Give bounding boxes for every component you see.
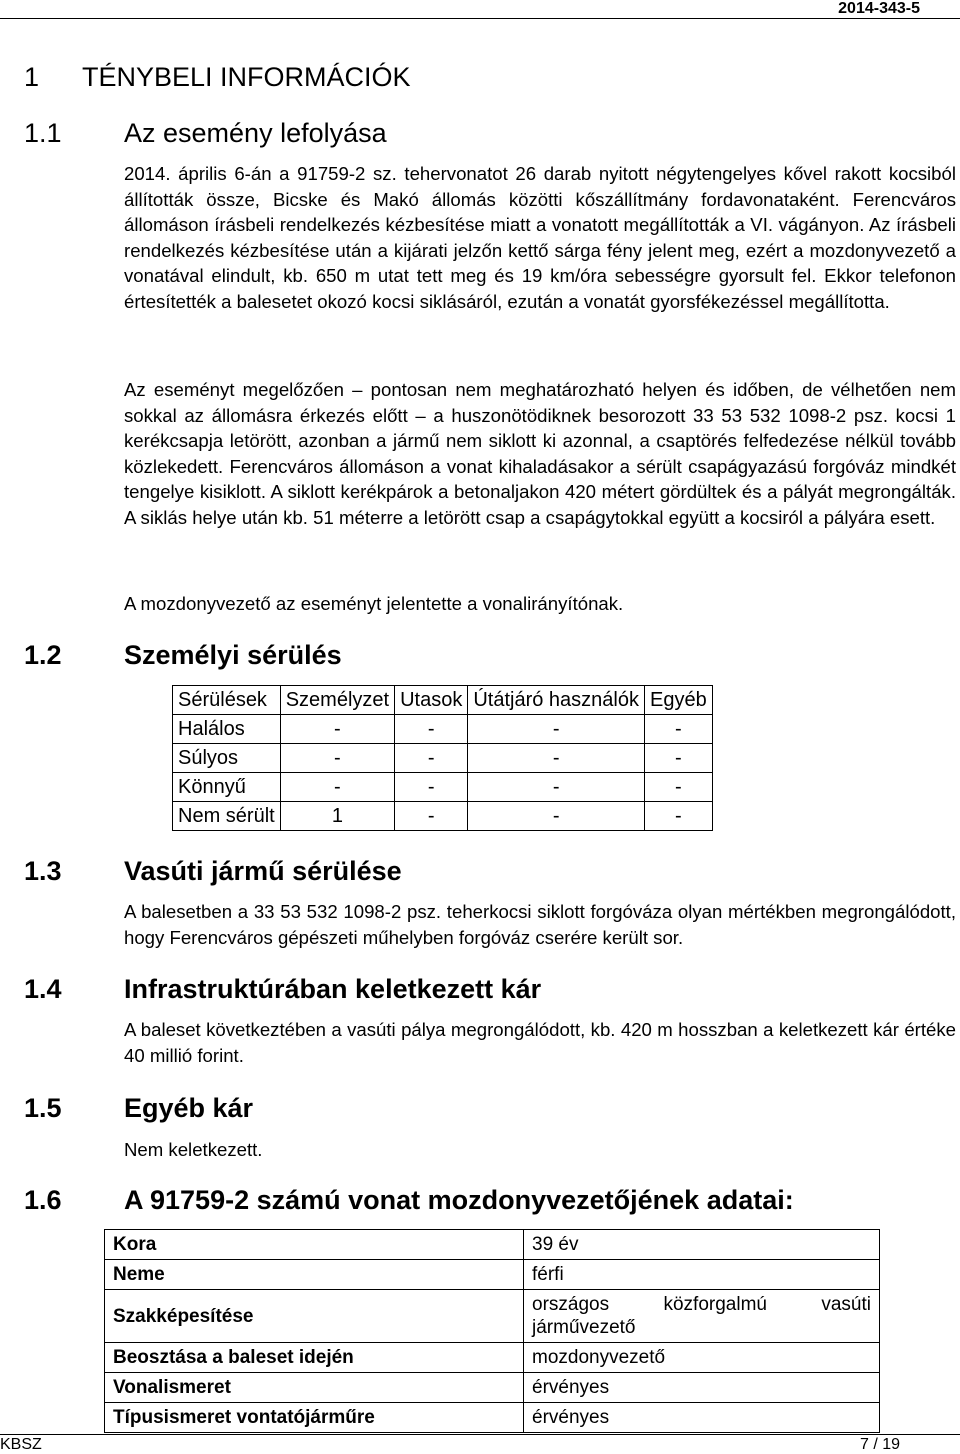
injury-header-cell: Személyzet	[280, 686, 394, 715]
injury-header-cell: Útátjáró használók	[468, 686, 645, 715]
section-1-4-title: Infrastruktúrában keletkezett kár	[124, 974, 542, 1004]
table-row	[105, 1343, 880, 1373]
table-row	[173, 715, 713, 744]
driver-field-label: Vonalismeret	[105, 1373, 524, 1403]
table-row	[173, 773, 713, 802]
driver-field-label: Neme	[105, 1260, 524, 1290]
table-row	[173, 802, 713, 831]
paragraph-1-1-a: 2014. április 6-án a 91759-2 sz. tehervonatot 26 darab nyitott négytengelyes kővel rakott kocsiból állították össze, Bicske és Makó állomás közötti kőszállítmány fordavonataként. Ferencváros állomáson írásbeli rendelkezés kézbesítése miatt a vonatott megállították a VI. vágányon. Az írásbeli rendelkezés kézbesítése után a kijárati jelzőn kettő sárga fény jelent meg, ezért a mozdonyvezető a vonatával elindult, kb. 650 m utat tett meg és 19 km/óra sebességre gyorsult fel. Ekkor telefonon értesítették a balesetet okozó kocsi siklásáról, ezután a vonatát gyorsfékezéssel megállította.	[124, 163, 956, 312]
paragraph-1-1-b: Az eseményt megelőzően – pontosan nem meghatározható helyen és időben, de vélhetően nem sokkal az állomásra érkezés előtt – a huszonötödiknek besorozott 33 53 532 1098-2 psz. kocsi 1 kerékcsapja letörött, azonban a jármű nem siklott ki azonnal, a csaptörés felfedezése nélkül tovább közlekedett. Ferencváros állomáson a vonat kihaladásakor a sérült csapágyazású forgóváz mindkét tengelye kisiklott. A siklott kerékpárok a betonaljakon 420 métert gördültek és a pályát megrongálták. A siklás helye után kb. 51 méterre a letörött csap a csapágytokkal együtt a kocsiról a pályára esett.	[124, 379, 956, 528]
section-1-2-heading	[24, 640, 342, 671]
driver-field-label: Szakképesítése	[105, 1290, 524, 1343]
table-row	[105, 1290, 880, 1343]
section-1-6-title: A 91759-2 számú vonat mozdonyvezetőjének adatai:	[124, 1185, 794, 1215]
driver-field-value: férfi	[524, 1260, 880, 1290]
driver-field-value: érvényes	[524, 1403, 880, 1433]
section-1-4-heading	[24, 974, 541, 1005]
injury-value-cell: -	[395, 715, 468, 744]
injury-type-cell: Könnyű	[173, 773, 281, 802]
injury-value-cell: -	[468, 773, 645, 802]
driver-field-value: érvényes	[524, 1373, 880, 1403]
injury-type-cell: Halálos	[173, 715, 281, 744]
section-1-4-number: 1.4	[24, 974, 62, 1004]
injury-type-cell: Súlyos	[173, 744, 281, 773]
footer-rule	[0, 1434, 960, 1435]
driver-field-label: Típusismeret vontatójárműre	[105, 1403, 524, 1433]
injury-value-cell: -	[468, 715, 645, 744]
injury-header-cell: Utasok	[395, 686, 468, 715]
section-1-number: 1	[24, 62, 40, 92]
section-1-6-heading	[24, 1185, 794, 1216]
footer-organization: KBSZ	[0, 1436, 42, 1453]
section-1-5-heading	[24, 1093, 253, 1124]
driver-field-value: mozdonyvezető	[524, 1343, 880, 1373]
injury-value-cell: -	[280, 744, 394, 773]
section-1-1-number: 1.1	[24, 118, 62, 148]
paragraph-1-1-c: A mozdonyvezető az eseményt jelentette a vonalirányítónak.	[124, 593, 624, 614]
injury-value-cell: -	[395, 802, 468, 831]
injury-table	[172, 685, 713, 831]
document-id: 2014-343-5	[838, 0, 920, 17]
paragraph-1-3: A balesetben a 33 53 532 1098-2 psz. teherkocsi siklott forgóváza olyan mértékben megrongálódott, hogy Ferencváros gépészeti műhelyben forgóváz cserére került sor.	[124, 901, 956, 948]
injury-header-cell: Egyéb	[644, 686, 712, 715]
table-row	[173, 744, 713, 773]
section-1-title: TÉNYBELI INFORMÁCIÓK	[82, 62, 411, 92]
injury-value-cell: -	[644, 744, 712, 773]
injury-value-cell: -	[468, 744, 645, 773]
section-1-5-title: Egyéb kár	[124, 1093, 254, 1123]
section-1-6-number: 1.6	[24, 1185, 62, 1215]
injury-value-cell: -	[644, 773, 712, 802]
header-rule	[0, 18, 960, 19]
driver-field-label: Kora	[105, 1230, 524, 1260]
section-1-3-number: 1.3	[24, 856, 62, 886]
driver-field-label: Beosztása a baleset idején	[105, 1343, 524, 1373]
paragraph-1-5: Nem keletkezett.	[124, 1139, 263, 1160]
injury-value-cell: -	[395, 744, 468, 773]
section-1-5-number: 1.5	[24, 1093, 62, 1123]
driver-data-table	[104, 1229, 880, 1433]
injury-table-header-row	[173, 686, 713, 715]
section-1-1-heading	[24, 118, 387, 149]
injury-value-cell: -	[468, 802, 645, 831]
table-row	[105, 1260, 880, 1290]
paragraph-1-4: A baleset következtében a vasúti pálya megrongálódott, kb. 420 m hosszban a keletkezett kár értéke 40 millió forint.	[124, 1019, 956, 1066]
table-row	[105, 1230, 880, 1260]
table-row	[105, 1373, 880, 1403]
injury-value-cell: -	[280, 773, 394, 802]
injury-value-cell: -	[644, 802, 712, 831]
section-1-1-title: Az esemény lefolyása	[124, 118, 387, 148]
injury-value-cell: -	[280, 715, 394, 744]
section-1-heading	[24, 62, 411, 93]
injury-header-cell: Sérülések	[173, 686, 281, 715]
section-1-2-title: Személyi sérülés	[124, 640, 342, 670]
section-1-3-title: Vasúti jármű sérülése	[124, 856, 402, 886]
injury-value-cell: 1	[280, 802, 394, 831]
driver-field-value: országos közforgalmú vasúti járművezető	[524, 1290, 880, 1343]
injury-value-cell: -	[644, 715, 712, 744]
page-number: 7 / 19	[859, 1436, 900, 1453]
driver-field-value: 39 év	[524, 1230, 880, 1260]
section-1-2-number: 1.2	[24, 640, 62, 670]
section-1-3-heading	[24, 856, 402, 887]
injury-type-cell: Nem sérült	[173, 802, 281, 831]
injury-value-cell: -	[395, 773, 468, 802]
table-row	[105, 1403, 880, 1433]
